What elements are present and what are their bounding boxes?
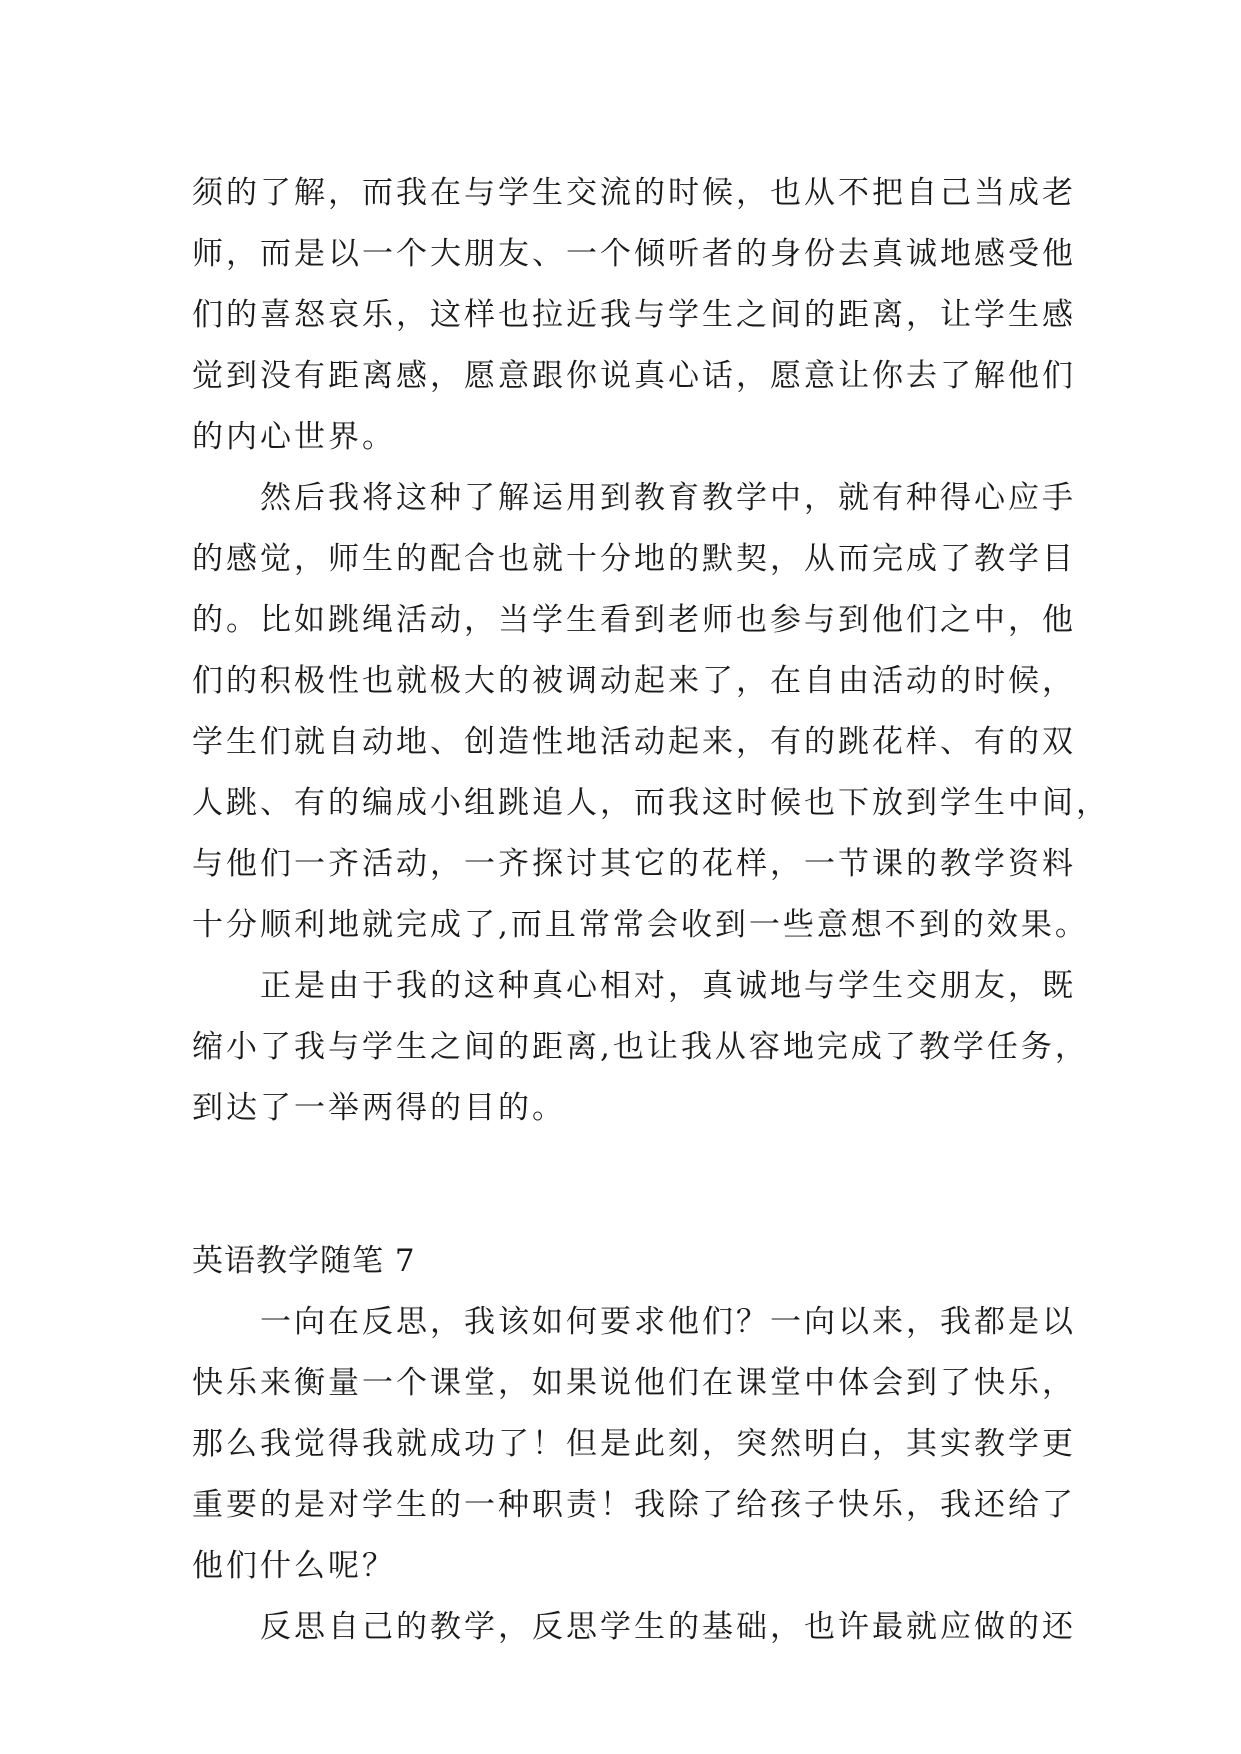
section-title: 英语教学随笔 7 — [192, 1243, 416, 1279]
paragraph — [192, 468, 1110, 956]
paragraph — [192, 956, 1089, 1139]
text-line: 觉到没有距离感，愿意跟你说真心话，愿意让你去了解他们 — [192, 358, 1076, 394]
text-line: 与他们一齐活动，一齐探讨其它的花样，一节课的教学资料 — [192, 846, 1076, 882]
text-line: 缩小了我与学生之间的距离,也让我从容地完成了教学任务， — [192, 1029, 1089, 1065]
text-line: 一向在反思，我该如何要求他们？一向以来，我都是以 — [192, 1304, 1076, 1340]
text-line: 们的喜怒哀乐，这样也拉近我与学生之间的距离，让学生感 — [192, 297, 1076, 333]
text-line: 快乐来衡量一个课堂，如果说他们在课堂中体会到了快乐， — [192, 1365, 1076, 1401]
section-spacer — [192, 1139, 1052, 1231]
text-line: 到达了一举两得的目的。 — [192, 1090, 566, 1126]
text-line: 师，而是以一个大朋友、一个倾听者的身份去真诚地感受他 — [192, 236, 1076, 272]
text-line: 们的积极性也就极大的被调动起来了，在自由活动的时候， — [192, 663, 1076, 699]
text-line: 正是由于我的这种真心相对，真诚地与学生交朋友，既 — [192, 968, 1076, 1004]
text-line: 学生们就自动地、创造性地活动起来，有的跳花样、有的双 — [192, 724, 1076, 760]
paragraph — [192, 163, 1076, 468]
text-line: 须的了解，而我在与学生交流的时候，也从不把自己当成老 — [192, 175, 1076, 211]
text-line: 那么我觉得我就成功了！但是此刻，突然明白，其实教学更 — [192, 1426, 1076, 1462]
text-line: 重要的是对学生的一种职责！我除了给孩子快乐，我还给了 — [192, 1487, 1076, 1523]
paragraph — [192, 1597, 1076, 1658]
text-line: 十分顺利地就完成了,而且常常会收到一些意想不到的效果。 — [192, 907, 1089, 943]
text-line: 的内心世界。 — [192, 419, 396, 455]
document-body — [192, 163, 1110, 1658]
text-line: 反思自己的教学，反思学生的基础，也许最就应做的还 — [192, 1609, 1076, 1645]
text-line: 人跳、有的编成小组跳追人，而我这时候也下放到学生中间， — [192, 785, 1110, 821]
text-line: 他们什么呢？ — [192, 1548, 396, 1584]
text-line: 的。比如跳绳活动，当学生看到老师也参与到他们之中，他 — [192, 602, 1076, 638]
text-line: 的感觉，师生的配合也就十分地的默契，从而完成了教学目 — [192, 541, 1076, 577]
paragraph — [192, 1292, 1076, 1597]
text-line: 然后我将这种了解运用到教育教学中，就有种得心应手 — [192, 480, 1076, 516]
